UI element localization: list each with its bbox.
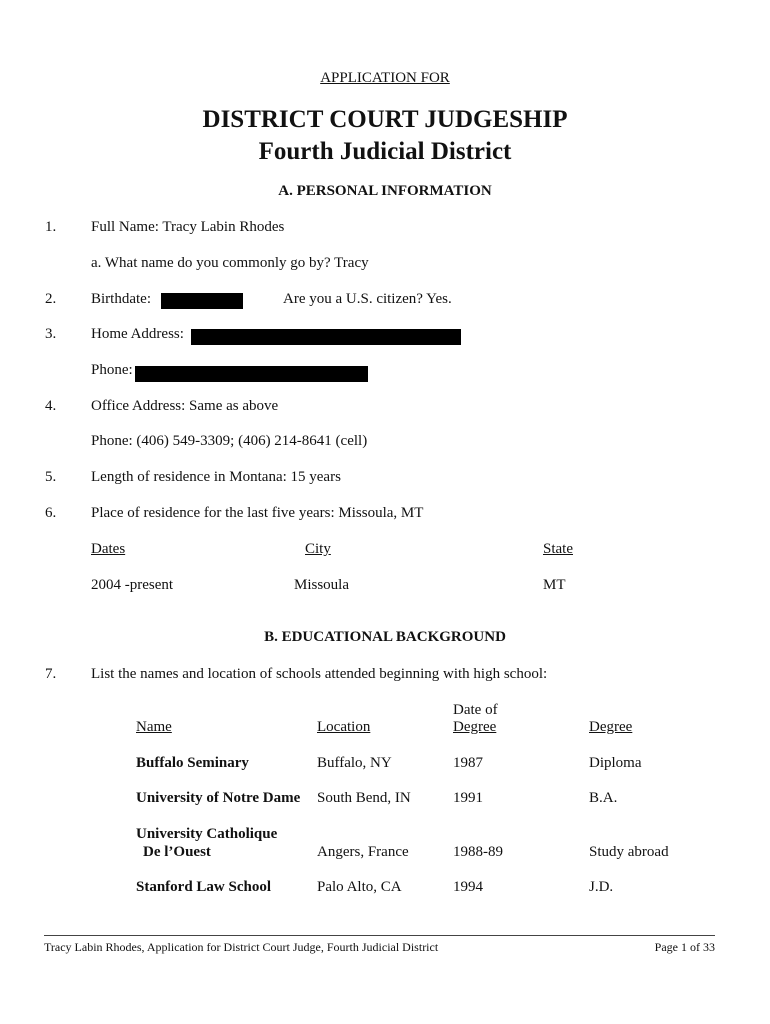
school-row-name: University of Notre Dame bbox=[136, 790, 301, 806]
residence-header-state: State bbox=[543, 541, 573, 557]
school-row-name: Buffalo Seminary bbox=[136, 755, 249, 771]
school-row-date: 1991 bbox=[453, 790, 483, 806]
home-address-redaction bbox=[191, 329, 461, 345]
office-address: Office Address: Same as above bbox=[91, 398, 279, 414]
school-row-degree: Diploma bbox=[589, 755, 642, 771]
application-for-heading: APPLICATION FOR bbox=[320, 70, 450, 86]
home-phone-label: Phone: bbox=[91, 362, 133, 378]
home-address-label: Home Address: bbox=[91, 326, 184, 342]
item-number-4: 4. bbox=[45, 398, 57, 414]
full-name: Full Name: Tracy Labin Rhodes bbox=[91, 219, 285, 235]
page-number: Page 1 of 33 bbox=[654, 940, 715, 954]
school-row-date: 1988-89 bbox=[453, 844, 503, 860]
school-header-date-line2: Degree bbox=[453, 719, 497, 735]
school-row-location: Palo Alto, CA bbox=[317, 879, 402, 895]
item-number-6: 6. bbox=[45, 505, 57, 521]
school-header-degree: Degree bbox=[589, 719, 633, 735]
school-row-degree: B.A. bbox=[589, 790, 618, 806]
school-header-date-line1: Date of bbox=[453, 702, 498, 718]
office-phone: Phone: (406) 549-3309; (406) 214-8641 (cell) bbox=[91, 433, 368, 449]
school-row-date: 1994 bbox=[453, 879, 483, 895]
section-a-heading: A. PERSONAL INFORMATION bbox=[278, 183, 492, 199]
item-number-1: 1. bbox=[45, 219, 57, 235]
school-row-location: Angers, France bbox=[317, 844, 409, 860]
item-number-2: 2. bbox=[45, 291, 57, 307]
item-number-3: 3. bbox=[45, 326, 57, 342]
schools-prompt: List the names and location of schools attended beginning with high school: bbox=[91, 666, 548, 682]
residence-place: Place of residence for the last five years: Missoula, MT bbox=[91, 505, 424, 521]
document-title: DISTRICT COURT JUDGESHIP bbox=[202, 106, 568, 133]
residence-length: Length of residence in Montana: 15 years bbox=[91, 469, 341, 485]
school-header-location: Location bbox=[317, 719, 371, 735]
residence-row-dates: 2004 -present bbox=[91, 577, 174, 593]
document-subtitle: Fourth Judicial District bbox=[258, 138, 512, 165]
residence-header-city: City bbox=[305, 541, 331, 557]
school-row-location: South Bend, IN bbox=[317, 790, 411, 806]
school-header-name: Name bbox=[136, 719, 172, 735]
section-b-heading: B. EDUCATIONAL BACKGROUND bbox=[264, 629, 506, 645]
residence-row-state: MT bbox=[543, 577, 566, 593]
item-number-5: 5. bbox=[45, 469, 57, 485]
footer-left-text: Tracy Labin Rhodes, Application for District Court Judge, Fourth Judicial District bbox=[44, 940, 439, 954]
birthdate-redaction bbox=[161, 293, 243, 309]
home-phone-redaction bbox=[135, 366, 368, 382]
school-row-name-line1: University Catholique bbox=[136, 826, 278, 842]
item-number-7: 7. bbox=[45, 666, 57, 682]
school-row-date: 1987 bbox=[453, 755, 483, 771]
school-row-degree: Study abroad bbox=[589, 844, 669, 860]
residence-row-city: Missoula bbox=[294, 577, 350, 593]
citizen-question: Are you a U.S. citizen? Yes. bbox=[283, 291, 452, 307]
footer-divider bbox=[44, 935, 715, 936]
school-row-degree: J.D. bbox=[589, 879, 614, 895]
school-row-name-line2: De l’Ouest bbox=[143, 844, 211, 860]
school-row-location: Buffalo, NY bbox=[317, 755, 392, 771]
common-name: a. What name do you commonly go by? Tracy bbox=[91, 255, 369, 271]
birthdate-label: Birthdate: bbox=[91, 291, 151, 307]
residence-header-dates: Dates bbox=[91, 541, 126, 557]
school-row-name: Stanford Law School bbox=[136, 879, 272, 895]
